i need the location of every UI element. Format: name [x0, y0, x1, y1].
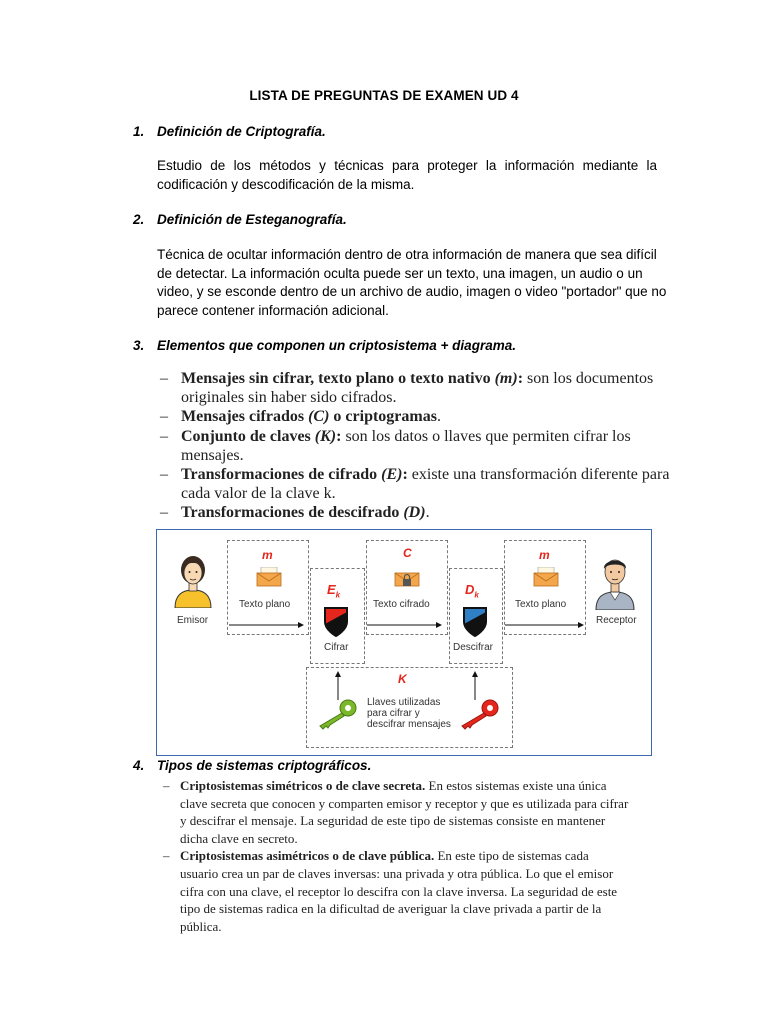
cryptosystem-elements-list — [160, 369, 685, 523]
answer-1: Estudio de los métodos y técnicas para proteger la información mediante la codificación y descodificación de la misma. — [157, 158, 657, 192]
symbol: (K) — [314, 427, 337, 445]
term-suffix: : — [517, 370, 524, 387]
list-item — [160, 427, 685, 465]
question-1 — [133, 124, 326, 139]
ciphertext-label: Texto cifrado — [373, 599, 430, 610]
term: Mensajes sin cifrar, texto plano o texto nativo — [181, 370, 495, 387]
term: Transformaciones de descifrado — [181, 504, 404, 522]
term-suffix: : — [336, 427, 342, 445]
sender-label: Emisor — [177, 615, 209, 626]
plaintext-symbol-right: m — [539, 548, 550, 562]
description: son los documentos originales sin haber sido cifrados. — [181, 370, 654, 407]
keys-caption: Llaves utilizadas para cifrar y descifrar mensajes — [367, 697, 451, 730]
question-text: Elementos que componen un criptosistema + diagrama. — [157, 338, 516, 353]
keyspace-symbol: K — [398, 672, 407, 686]
term: Criptosistemas simétricos o de clave secreta. — [180, 778, 426, 793]
term-suffix: : — [402, 466, 408, 484]
list-item — [160, 407, 685, 426]
question-text: Tipos de sistemas criptográficos. — [157, 758, 372, 773]
plaintext-label-right: Texto plano — [515, 599, 567, 610]
list-item — [160, 369, 685, 407]
description: . — [425, 504, 430, 522]
list-item — [163, 777, 629, 847]
description: En este tipo de sistemas cada usuario crea un par de claves inversas: una privada y otra pública. Lo que el emisor cifra con una clave, el receptor lo descifra con la clave inversa. La seguridad de este tipo de sistemas radica en la dificultad de averiguar la clave privada a partir de la pública. — [180, 848, 618, 934]
list-dash: – — [163, 848, 170, 864]
term: Mensajes cifrados — [181, 408, 309, 426]
list-dash: – — [160, 466, 168, 484]
red-key-icon — [454, 698, 500, 730]
cryptosystem-diagram — [156, 529, 652, 756]
list-item — [160, 465, 685, 503]
list-dash: – — [160, 427, 168, 445]
symbol: (D) — [403, 504, 426, 522]
encryption-function-symbol: $E_k$ — [327, 582, 341, 600]
answer-2: Técnica de ocultar información dentro de otra información de manera que sea difícil de detectar. La información oculta puede ser un texto, una imagen, un audio o un video, y se esconde dentro de un archivo de audio, imagen o video "portador" que no parece contener información adicional. — [157, 247, 667, 318]
list-item — [163, 847, 629, 935]
question-4 — [133, 758, 371, 773]
description: existe una transformación diferente para cada valor de la clave k. — [181, 466, 670, 503]
symbol: (E) — [381, 466, 403, 484]
decryption-function-symbol: $D_k$ — [465, 582, 479, 600]
term: Conjunto de claves — [181, 427, 315, 445]
question-text: Definición de Criptografía. — [157, 124, 326, 139]
cryptosystem-types-list — [163, 777, 629, 935]
term-suffix: o criptogramas — [329, 408, 437, 426]
page-title: LISTA DE PREGUNTAS DE EXAMEN UD 4 — [249, 88, 519, 103]
green-key-icon — [314, 698, 360, 730]
description: En estos sistemas existe una única clave secreta que conocen y comparten emisor y receptor y que es utilizada para cifrar y descifrar el mensaje. La seguridad de este tipo de sistemas consiste en mantener dicha clave en secreto. — [180, 778, 629, 846]
question-2 — [133, 212, 347, 227]
term: Transformaciones de cifrado — [181, 466, 382, 484]
description: son los datos o llaves que permiten cifrar los mensajes. — [181, 427, 631, 464]
question-number: 4. — [133, 758, 145, 773]
list-dash: – — [160, 408, 168, 426]
description: . — [436, 408, 441, 426]
list-item — [160, 503, 685, 522]
symbol: (m) — [494, 370, 518, 387]
term: Criptosistemas asimétricos o de clave pública. — [180, 848, 435, 864]
plaintext-symbol-left: m — [262, 548, 273, 562]
list-dash: – — [163, 778, 170, 793]
list-dash: – — [160, 504, 168, 522]
question-number: 2. — [133, 212, 145, 227]
question-number: 1. — [133, 124, 145, 139]
symbol: (C) — [308, 408, 330, 426]
decrypt-label: Descifrar — [453, 642, 494, 653]
question-3 — [133, 338, 516, 353]
list-dash: – — [160, 370, 168, 387]
ciphertext-symbol: C — [403, 546, 412, 560]
encrypt-label: Cifrar — [324, 642, 349, 653]
receiver-label: Receptor — [596, 615, 637, 626]
plaintext-label-left: Texto plano — [239, 599, 291, 610]
question-number: 3. — [133, 338, 145, 353]
question-text: Definición de Esteganografía. — [157, 212, 347, 227]
